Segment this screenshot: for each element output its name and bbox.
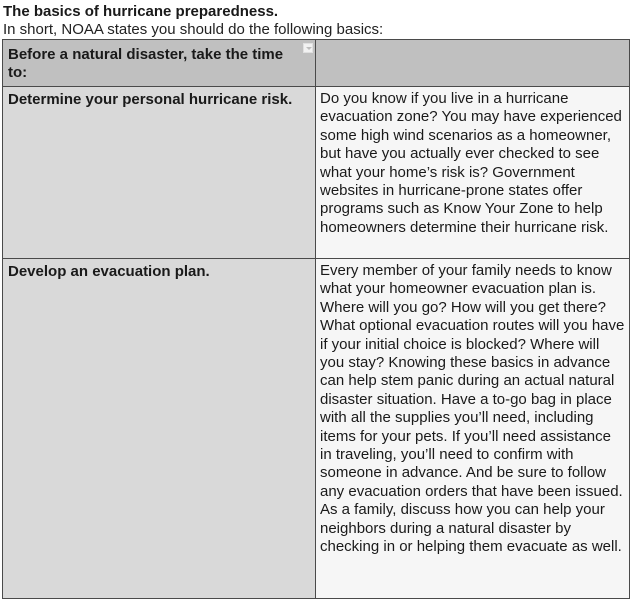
table-row <box>3 87 630 259</box>
table-header-row <box>3 40 630 87</box>
row-label-cell <box>3 87 316 259</box>
row-description-cell <box>316 259 630 599</box>
intro-text: In short, NOAA states you should do the following basics: <box>3 21 384 38</box>
preparedness-table <box>2 39 630 599</box>
article-heading: The basics of hurricane preparedness. <box>3 3 279 20</box>
row-label: Develop an evacuation plan. <box>8 263 210 280</box>
row-label-cell <box>3 259 316 599</box>
row-description: Do you know if you live in a hurricane evacuation zone? You may have experienced some high wind scenarios as a homeowner, but have you actually ever checked to see what your home’s risk is? Government websites in hurricane-prone states offer programs such as Know Your Zone to help homeowners determine their hurricane risk. <box>320 90 622 236</box>
row-label: Determine your personal hurricane risk. <box>8 91 293 108</box>
table-header-cell <box>3 40 316 87</box>
table-row <box>3 259 630 599</box>
row-description: Every member of your family needs to know what your homeowner evacuation plan is. Where will you go? How will you get there? What optional evacuation routes will you have if your initial choice is blocked? Where will you stay? Knowing these basics in advance can help stem panic during an actual natural disaster situation. Have a to-go bag in place with all the supplies you’ll need, including items for your pets. If you’ll need assistance in traveling, you’ll need to confirm with someone in advance. And be sure to follow any evacuation orders that have been issued. As a family, discuss how you can help your neighbors during a natural disaster by checking in or helping them evacuate as well. <box>320 262 625 556</box>
chevron-down-icon[interactable] <box>303 43 313 53</box>
row-description-cell <box>316 87 630 259</box>
table-header-cell-empty <box>316 40 630 87</box>
table-header-label: Before a natural disaster, take the time to: <box>8 46 284 82</box>
